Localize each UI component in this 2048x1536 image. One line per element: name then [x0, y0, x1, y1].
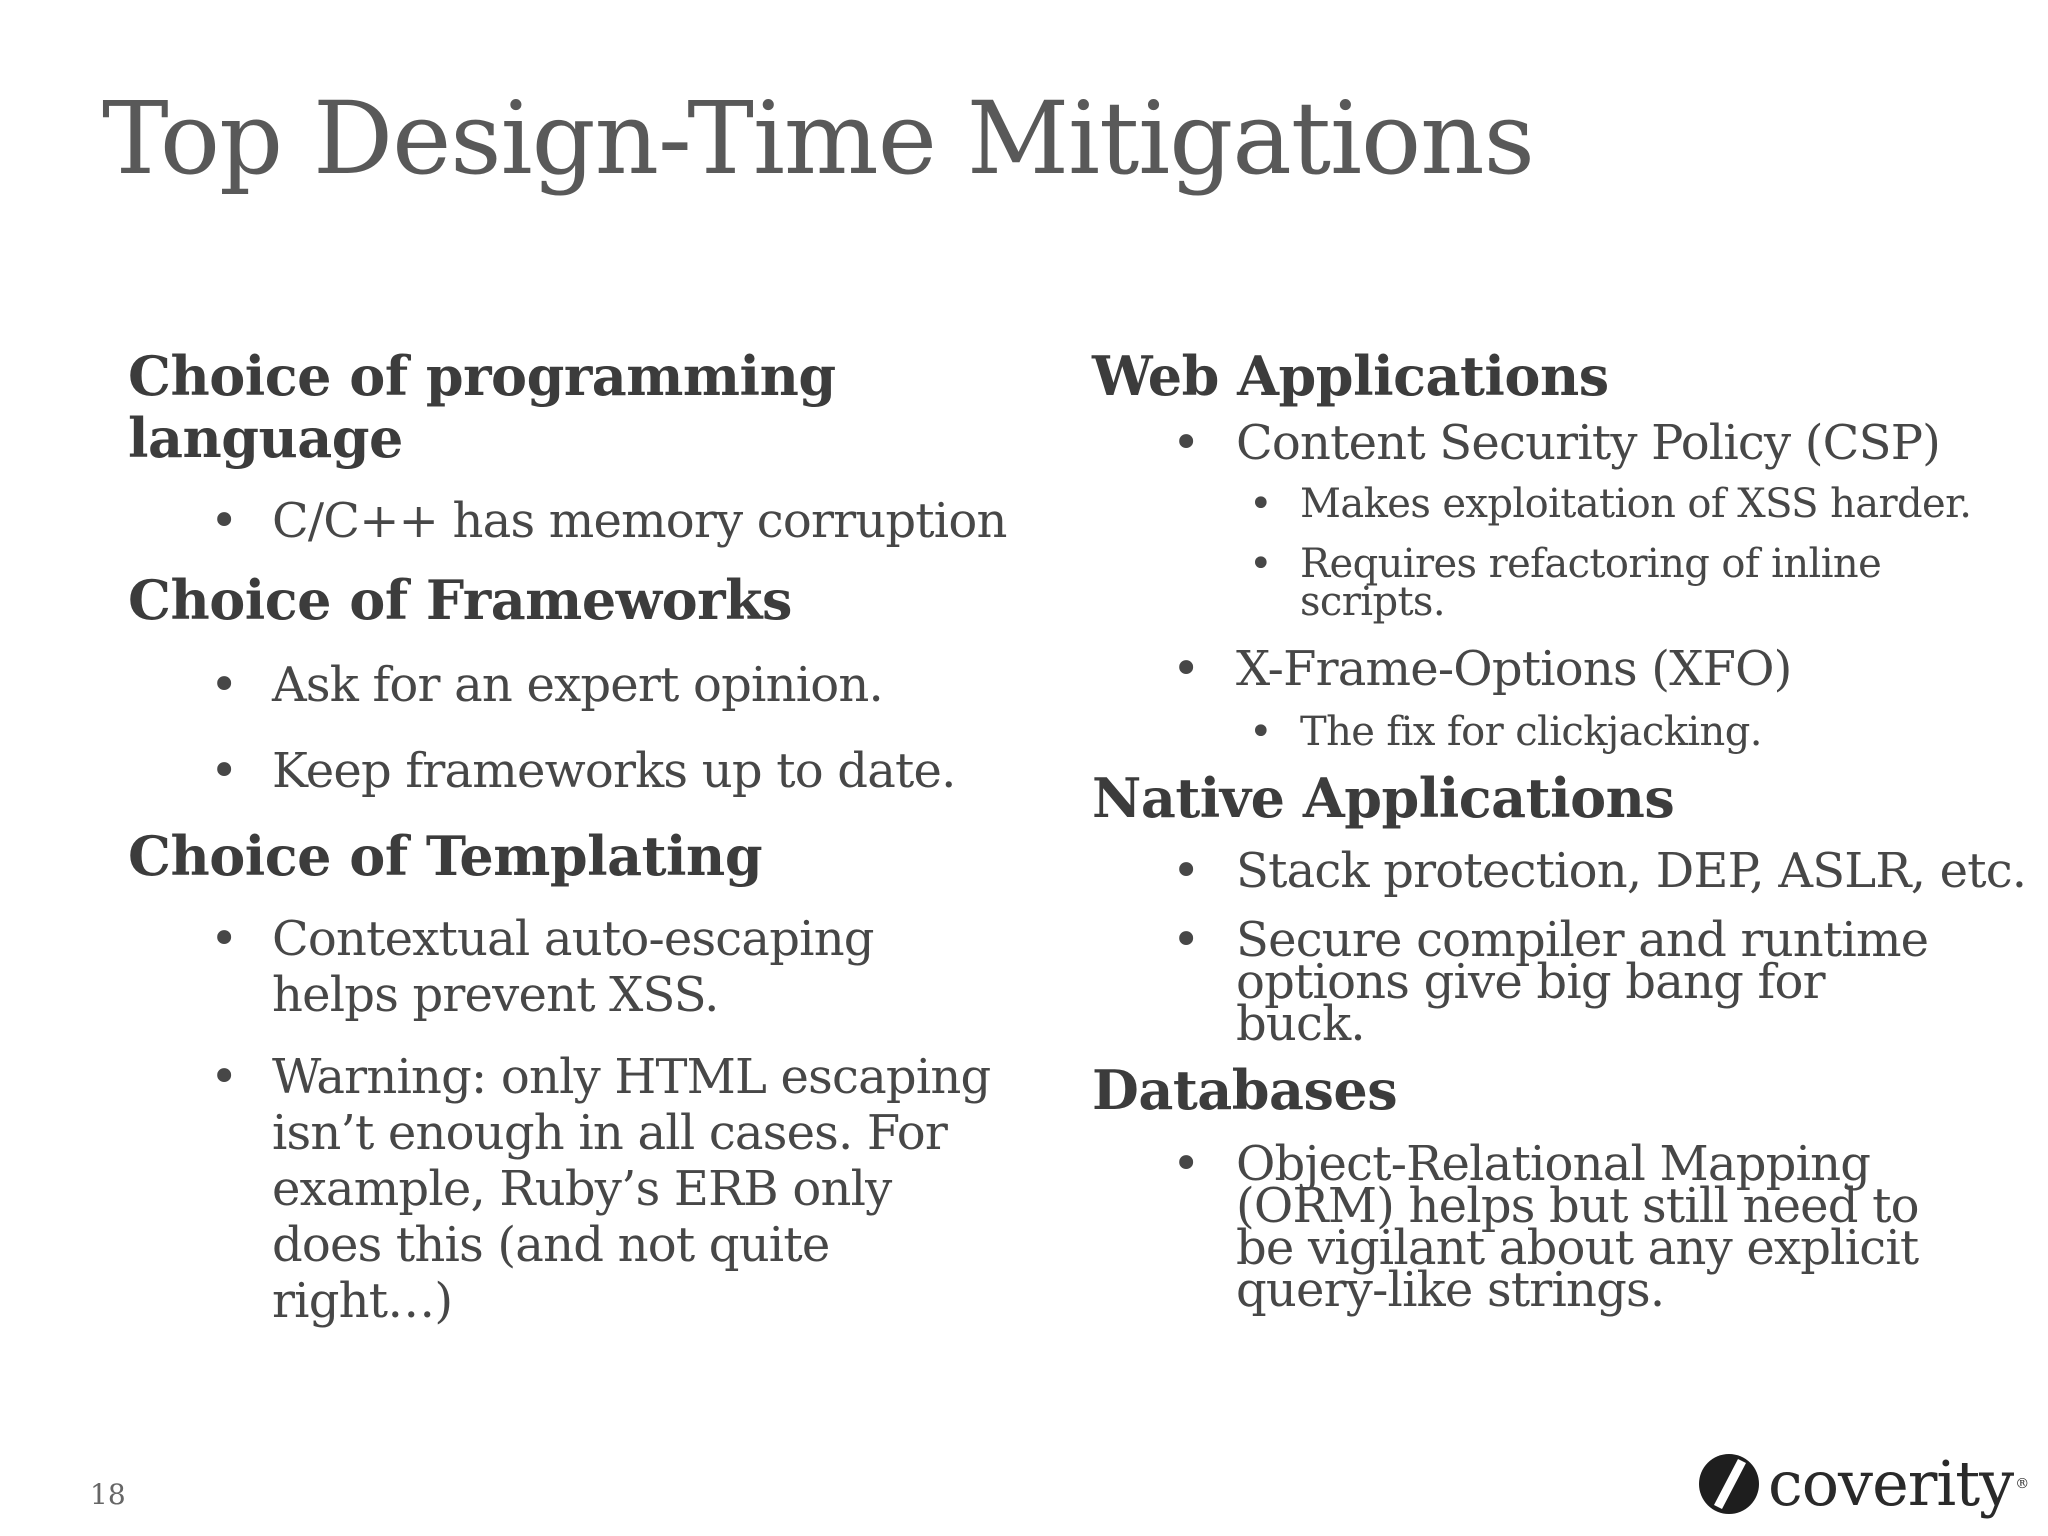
bullet-text: Object-Relational Mapping (ORM) helps but still need to be vigilant about any explicit query-like strings. [1236, 1136, 1919, 1318]
heading-frameworks: Choice of Frameworks [128, 568, 792, 632]
bullet-item [128, 1049, 1012, 1329]
page-number: 18 [90, 1478, 126, 1511]
sub-bullet-item [1092, 541, 1900, 625]
bullet-dot: • [1249, 709, 1272, 755]
bullet-text: Secure compiler and runtime options give big bang for buck. [1236, 912, 1929, 1052]
bullet-text: Stack protection, DEP, ASLR, etc. [1236, 843, 2027, 899]
bullet-dot: • [210, 743, 238, 799]
logo-text: coverity [1768, 1447, 2014, 1520]
bullet-text: Ask for an expert opinion. [272, 657, 883, 713]
coverity-logo-mark-icon [1698, 1453, 1760, 1515]
bullet-text: Warning: only HTML escaping isn’t enough in all cases. For example, Ruby’s ERB only does this (and not quite right…) [272, 1049, 991, 1329]
bullet-dot: • [1172, 415, 1200, 471]
bullet-text: Contextual auto-escaping helps prevent XSS. [272, 911, 874, 1023]
sub-bullet-text: The fix for clickjacking. [1300, 709, 1762, 755]
bullet-dot: • [1249, 541, 1272, 587]
bullet-text: X-Frame-Options (XFO) [1236, 641, 1792, 697]
bullet-item [128, 743, 1028, 799]
coverity-logo [1698, 1447, 2029, 1520]
bullet-dot: • [1172, 843, 1200, 899]
heading-programming-language: Choice of programming language [128, 344, 836, 470]
sub-bullet-item [1092, 481, 2032, 527]
bullet-item [128, 911, 992, 1023]
heading-web-applications: Web Applications [1092, 344, 1609, 408]
sub-bullet-text: Requires refactoring of inline scripts. [1300, 541, 1882, 625]
slide-title: Top Design-Time Mitigations [102, 80, 1534, 197]
bullet-dot: • [210, 911, 238, 967]
bullet-item [1092, 843, 2032, 899]
bullet-item [1092, 641, 2032, 697]
logo-wordmark [1768, 1447, 2029, 1520]
bullet-text: Content Security Policy (CSP) [1236, 415, 1941, 471]
heading-templating: Choice of Templating [128, 824, 763, 888]
bullet-item [1092, 415, 2032, 471]
bullet-dot: • [210, 1049, 238, 1105]
sub-bullet-text: Makes exploitation of XSS harder. [1300, 481, 1972, 527]
left-column [128, 345, 1028, 1329]
bullet-dot: • [1172, 1136, 1200, 1192]
bullet-item [1092, 1136, 1956, 1318]
heading-databases: Databases [1092, 1058, 1398, 1122]
bullet-dot: • [1172, 641, 1200, 697]
bullet-dot: • [1172, 912, 1200, 968]
bullet-item [1092, 912, 1956, 1052]
bullet-item [128, 657, 1028, 713]
bullet-dot: • [1249, 481, 1272, 527]
registered-mark: ® [2015, 1476, 2029, 1492]
bullet-item [128, 493, 1028, 549]
bullet-dot: • [210, 657, 238, 713]
bullet-text: C/C++ has memory corruption [272, 493, 1007, 549]
sub-bullet-item [1092, 709, 2032, 755]
bullet-dot: • [210, 493, 238, 549]
heading-native-applications: Native Applications [1092, 766, 1675, 830]
bullet-text: Keep frameworks up to date. [272, 743, 956, 799]
right-column [1092, 344, 2032, 1318]
